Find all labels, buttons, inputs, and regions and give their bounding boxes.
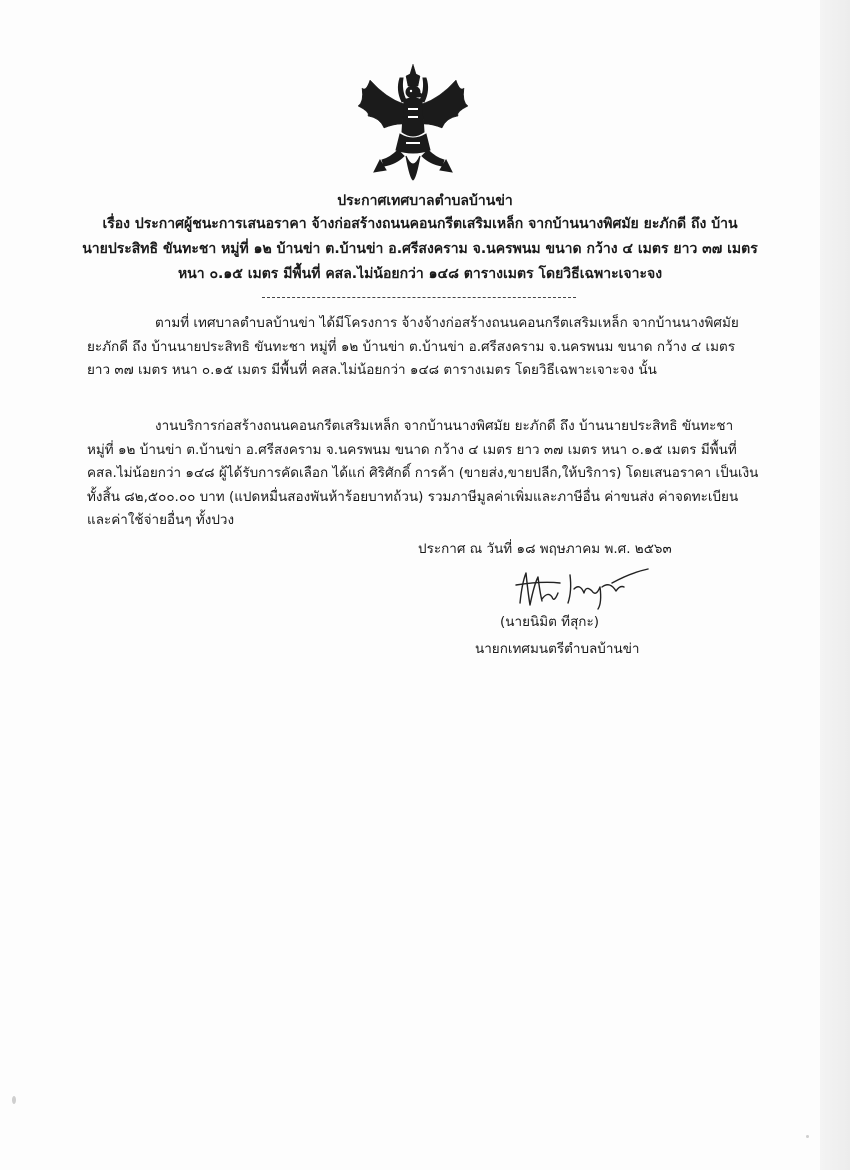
subject-line: หนา ๐.๑๕ เมตร มีพื้นที่ คสล.ไม่น้อยกว่า ๑๔๘ ตารางเมตร โดยวิธีเฉพาะเจาะจง [177,266,663,282]
body-line: ยะภักดี ถึง บ้านนายประสิทธิ ขันทะชา หมู่ที่ ๑๒ บ้านข่า ต.บ้านข่า อ.ศรีสงคราม จ.นครพนม ขนาด กว้าง ๔ เมตร [87,338,736,355]
body-line: คสล.ไม่น้อยกว่า ๑๔๘ ผู้ได้รับการคัดเลือก ได้แก่ ศิริศักดิ์ การค้า (ขายส่ง,ขายปลีก,ให้บริการ) โดยเสนอราคา เป็นเงิน [87,465,759,481]
body-paragraph-2 [87,415,759,533]
subject-line: เรื่อง ประกาศผู้ชนะการเสนอราคา จ้างก่อสร้างถนนคอนกรีตเสริมเหล็ก จากบ้านนางพิศมัย ยะภักดี ถึง บ้าน [102,216,738,232]
signer-title: นายกเทศมนตรีตำบลบ้านข่า [475,641,640,657]
garuda-emblem-icon [356,62,470,182]
scan-edge [820,0,850,1170]
dashed-divider [262,297,576,298]
body-line: งานบริการก่อสร้างถนนคอนกรีตเสริมเหล็ก จากบ้านนางพิศมัย ยะภักดี ถึง บ้านนายประสิทธิ ขันทะชา [155,418,734,434]
body-line: ตามที่ เทศบาลตำบลบ้านข่า ได้มีโครงการ จ้างจ้างก่อสร้างถนนคอนกรีตเสริมเหล็ก จากบ้านนางพิศมัย [155,315,739,331]
scan-speck [12,1096,16,1104]
body-line: และค่าใช้จ่ายอื่นๆ ทั้งปวง [87,512,235,528]
scan-speck [806,1135,809,1138]
announcement-title: ประกาศเทศบาลตำบลบ้านข่า [337,193,513,209]
signer-name: (นายนิมิต ทีสุกะ) [500,614,600,630]
body-line: ทั้งสิ้น ๘๒,๕๐๐.๐๐ บาท (แปดหมื่นสองพันห้าร้อยบาทถ้วน) รวมภาษีมูลค่าเพิ่มและภาษีอื่น ค่าขนส่ง ค่าจดทะเบียน [87,488,739,505]
subject-line: นายประสิทธิ ขันทะชา หมู่ที่ ๑๒ บ้านข่า ต.บ้านข่า อ.ศรีสงคราม จ.นครพนม ขนาด กว้าง ๔ เมตร ยาว ๓๗ เมตร [82,241,758,257]
handwritten-signature [512,563,652,613]
announcement-subject [80,212,760,287]
body-line: ยาว ๓๗ เมตร หนา ๐.๑๕ เมตร มีพื้นที่ คสล.ไม่น้อยกว่า ๑๔๘ ตารางเมตร โดยวิธีเฉพาะเจาะจง นั้น [87,362,657,378]
body-paragraph-1 [87,312,747,383]
body-line: หมู่ที่ ๑๒ บ้านข่า ต.บ้านข่า อ.ศรีสงคราม จ.นครพนม ขนาด กว้าง ๔ เมตร ยาว ๓๗ เมตร หนา ๐.๑๕ เมตร มีพื้นที่ [87,441,737,458]
announcement-date: ประกาศ ณ วันที่ ๑๘ พฤษภาคม พ.ศ. ๒๕๖๓ [418,541,672,557]
